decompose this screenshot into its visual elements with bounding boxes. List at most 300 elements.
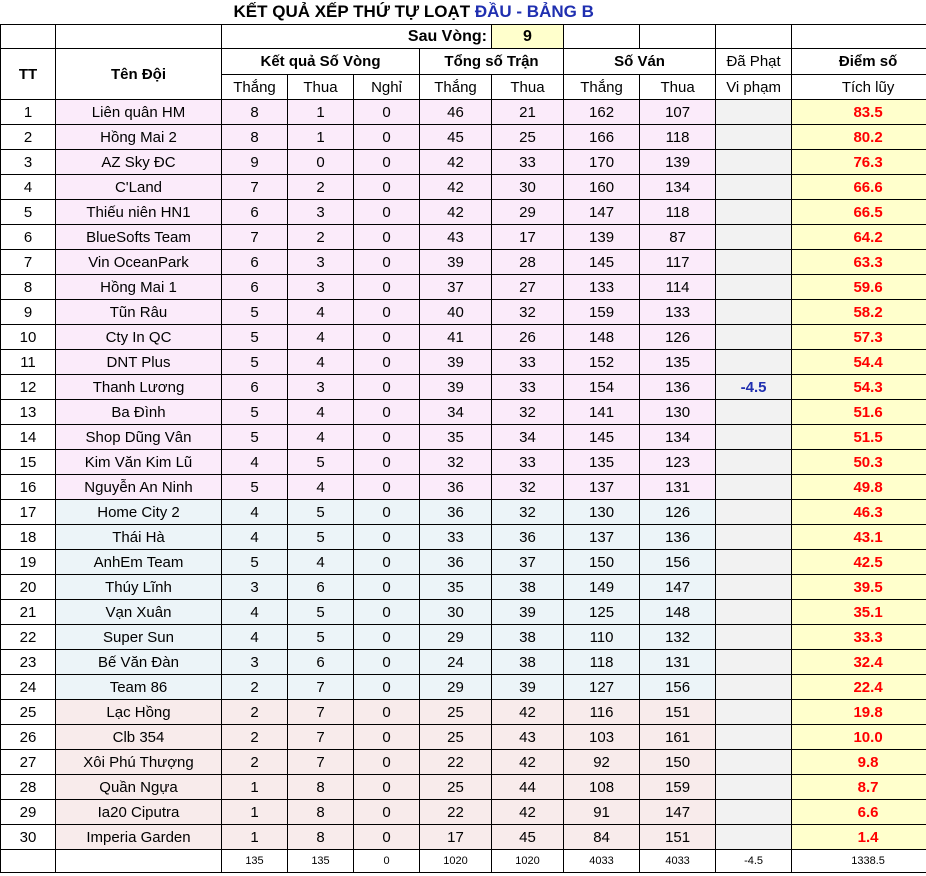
team-name: Team 86 xyxy=(56,675,222,700)
round-bye: 0 xyxy=(354,750,420,775)
game-win: 139 xyxy=(564,225,640,250)
rank: 7 xyxy=(1,250,56,275)
team-name: Vin OceanPark xyxy=(56,250,222,275)
game-win: 150 xyxy=(564,550,640,575)
game-loss: 156 xyxy=(640,675,716,700)
score: 54.3 xyxy=(792,375,926,400)
round-win: 5 xyxy=(222,325,288,350)
team-name: Thái Hà xyxy=(56,525,222,550)
match-loss: 33 xyxy=(492,350,564,375)
round-loss: 2 xyxy=(288,175,354,200)
game-loss: 126 xyxy=(640,500,716,525)
match-loss: 32 xyxy=(492,475,564,500)
round-bye: 0 xyxy=(354,800,420,825)
round-win: 8 xyxy=(222,125,288,150)
round-win: 4 xyxy=(222,600,288,625)
round-bye: 0 xyxy=(354,550,420,575)
team-name: Hồng Mai 2 xyxy=(56,125,222,150)
team-name: Nguyễn An Ninh xyxy=(56,475,222,500)
header-violation: Vi phạm xyxy=(716,75,792,100)
game-loss: 132 xyxy=(640,625,716,650)
round-bye: 0 xyxy=(354,700,420,725)
game-loss: 118 xyxy=(640,125,716,150)
team-name: Tũn Râu xyxy=(56,300,222,325)
table-row xyxy=(1,200,926,225)
match-loss: 38 xyxy=(492,575,564,600)
total-match-win: 1020 xyxy=(420,850,492,873)
match-win: 29 xyxy=(420,675,492,700)
penalty xyxy=(716,650,792,675)
rank: 13 xyxy=(1,400,56,425)
game-win: 159 xyxy=(564,300,640,325)
match-win: 30 xyxy=(420,600,492,625)
score: 10.0 xyxy=(792,725,926,750)
score: 76.3 xyxy=(792,150,926,175)
header-tt: TT xyxy=(1,49,56,100)
penalty xyxy=(716,125,792,150)
header-penalty: Đã Phạt xyxy=(716,49,792,75)
header-team: Tên Đội xyxy=(56,49,222,100)
score: 59.6 xyxy=(792,275,926,300)
table-row xyxy=(1,375,926,400)
total-round-win: 135 xyxy=(222,850,288,873)
match-loss: 33 xyxy=(492,375,564,400)
table-row xyxy=(1,425,926,450)
team-name: Thanh Lương xyxy=(56,375,222,400)
match-win: 36 xyxy=(420,475,492,500)
round-label: Sau Vòng: xyxy=(354,25,492,49)
round-win: 6 xyxy=(222,200,288,225)
round-bye: 0 xyxy=(354,600,420,625)
match-win: 42 xyxy=(420,150,492,175)
team-name: DNT Plus xyxy=(56,350,222,375)
game-win: 127 xyxy=(564,675,640,700)
round-loss: 6 xyxy=(288,650,354,675)
game-win: 130 xyxy=(564,500,640,525)
match-loss: 45 xyxy=(492,825,564,850)
penalty: -4.5 xyxy=(716,375,792,400)
penalty xyxy=(716,675,792,700)
game-loss: 117 xyxy=(640,250,716,275)
match-win: 22 xyxy=(420,800,492,825)
round-loss: 8 xyxy=(288,800,354,825)
rank: 12 xyxy=(1,375,56,400)
score: 54.4 xyxy=(792,350,926,375)
team-name: Cty In QC xyxy=(56,325,222,350)
round-bye: 0 xyxy=(354,225,420,250)
table-row xyxy=(1,125,926,150)
game-loss: 114 xyxy=(640,275,716,300)
round-bye: 0 xyxy=(354,200,420,225)
match-win: 17 xyxy=(420,825,492,850)
match-loss: 33 xyxy=(492,150,564,175)
match-win: 39 xyxy=(420,375,492,400)
round-loss: 5 xyxy=(288,600,354,625)
score: 43.1 xyxy=(792,525,926,550)
rank: 21 xyxy=(1,600,56,625)
game-loss: 135 xyxy=(640,350,716,375)
round-bye: 0 xyxy=(354,375,420,400)
game-loss: 159 xyxy=(640,775,716,800)
penalty xyxy=(716,575,792,600)
table-row xyxy=(1,700,926,725)
score: 49.8 xyxy=(792,475,926,500)
penalty xyxy=(716,450,792,475)
total-penalty: -4.5 xyxy=(716,850,792,873)
game-win: 147 xyxy=(564,200,640,225)
game-loss: 133 xyxy=(640,300,716,325)
round-loss: 4 xyxy=(288,475,354,500)
round-bye: 0 xyxy=(354,400,420,425)
header-match-win: Thắng xyxy=(420,75,492,100)
rank: 20 xyxy=(1,575,56,600)
score: 66.6 xyxy=(792,175,926,200)
match-win: 35 xyxy=(420,575,492,600)
game-win: 92 xyxy=(564,750,640,775)
game-loss: 151 xyxy=(640,825,716,850)
round-loss: 4 xyxy=(288,400,354,425)
round-loss: 3 xyxy=(288,200,354,225)
round-bye: 0 xyxy=(354,150,420,175)
game-win: 148 xyxy=(564,325,640,350)
round-win: 1 xyxy=(222,800,288,825)
round-bye: 0 xyxy=(354,125,420,150)
table-row xyxy=(1,275,926,300)
round-win: 2 xyxy=(222,675,288,700)
team-name: Ia20 Ciputra xyxy=(56,800,222,825)
penalty xyxy=(716,700,792,725)
table-row xyxy=(1,500,926,525)
score: 63.3 xyxy=(792,250,926,275)
round-loss: 4 xyxy=(288,425,354,450)
round-loss: 5 xyxy=(288,450,354,475)
match-loss: 32 xyxy=(492,300,564,325)
header-rounds: Kết quả Số Vòng xyxy=(222,49,420,75)
table-row xyxy=(1,625,926,650)
match-loss: 32 xyxy=(492,400,564,425)
score: 50.3 xyxy=(792,450,926,475)
game-win: 145 xyxy=(564,250,640,275)
game-loss: 130 xyxy=(640,400,716,425)
round-loss: 7 xyxy=(288,725,354,750)
round-loss: 8 xyxy=(288,775,354,800)
penalty xyxy=(716,550,792,575)
match-loss: 30 xyxy=(492,175,564,200)
header-games: Số Ván xyxy=(564,49,716,75)
round-loss: 7 xyxy=(288,700,354,725)
team-name: AnhEm Team xyxy=(56,550,222,575)
score: 9.8 xyxy=(792,750,926,775)
round-loss: 1 xyxy=(288,100,354,125)
game-win: 118 xyxy=(564,650,640,675)
penalty xyxy=(716,725,792,750)
rank: 16 xyxy=(1,475,56,500)
round-loss: 4 xyxy=(288,550,354,575)
round-loss: 0 xyxy=(288,150,354,175)
rank: 8 xyxy=(1,275,56,300)
round-bye: 0 xyxy=(354,775,420,800)
penalty xyxy=(716,425,792,450)
round-loss: 5 xyxy=(288,525,354,550)
table-row xyxy=(1,675,926,700)
game-loss: 123 xyxy=(640,450,716,475)
score: 8.7 xyxy=(792,775,926,800)
game-win: 170 xyxy=(564,150,640,175)
round-bye: 0 xyxy=(354,725,420,750)
team-name: Imperia Garden xyxy=(56,825,222,850)
score: 64.2 xyxy=(792,225,926,250)
round-bye: 0 xyxy=(354,100,420,125)
game-win: 108 xyxy=(564,775,640,800)
header-cumulative: Tích lũy xyxy=(792,75,926,100)
round-bye: 0 xyxy=(354,500,420,525)
penalty xyxy=(716,250,792,275)
table-row xyxy=(1,725,926,750)
round-loss: 5 xyxy=(288,625,354,650)
rank: 6 xyxy=(1,225,56,250)
round-win: 2 xyxy=(222,725,288,750)
match-loss: 25 xyxy=(492,125,564,150)
table-row xyxy=(1,550,926,575)
match-loss: 34 xyxy=(492,425,564,450)
table-row xyxy=(1,100,926,125)
game-win: 84 xyxy=(564,825,640,850)
penalty xyxy=(716,325,792,350)
penalty xyxy=(716,300,792,325)
round-loss: 7 xyxy=(288,750,354,775)
round-win: 5 xyxy=(222,300,288,325)
rank: 30 xyxy=(1,825,56,850)
penalty xyxy=(716,475,792,500)
penalty xyxy=(716,600,792,625)
round-value: 9 xyxy=(492,25,564,49)
rank: 22 xyxy=(1,625,56,650)
score: 1.4 xyxy=(792,825,926,850)
table-row xyxy=(1,475,926,500)
table-row xyxy=(1,150,926,175)
round-bye: 0 xyxy=(354,525,420,550)
header-matches: Tổng số Trận xyxy=(420,49,564,75)
game-win: 116 xyxy=(564,700,640,725)
header-row-1 xyxy=(1,49,926,75)
score: 83.5 xyxy=(792,100,926,125)
penalty xyxy=(716,200,792,225)
rank: 27 xyxy=(1,750,56,775)
round-bye: 0 xyxy=(354,425,420,450)
match-loss: 44 xyxy=(492,775,564,800)
round-bye: 0 xyxy=(354,325,420,350)
team-name: Hồng Mai 1 xyxy=(56,275,222,300)
header-points: Điểm số xyxy=(792,49,926,75)
game-loss: 118 xyxy=(640,200,716,225)
match-win: 34 xyxy=(420,400,492,425)
penalty xyxy=(716,625,792,650)
round-bye: 0 xyxy=(354,825,420,850)
rank: 1 xyxy=(1,100,56,125)
game-win: 135 xyxy=(564,450,640,475)
match-win: 25 xyxy=(420,775,492,800)
penalty xyxy=(716,500,792,525)
team-name: AZ Sky ĐC xyxy=(56,150,222,175)
match-loss: 32 xyxy=(492,500,564,525)
table-row xyxy=(1,400,926,425)
round-win: 6 xyxy=(222,375,288,400)
rank: 11 xyxy=(1,350,56,375)
team-name: C'Land xyxy=(56,175,222,200)
penalty xyxy=(716,100,792,125)
round-bye: 0 xyxy=(354,675,420,700)
team-name: Quần Ngựa xyxy=(56,775,222,800)
header-game-loss: Thua xyxy=(640,75,716,100)
match-loss: 28 xyxy=(492,250,564,275)
rank: 3 xyxy=(1,150,56,175)
match-loss: 37 xyxy=(492,550,564,575)
match-win: 25 xyxy=(420,700,492,725)
header-round-bye: Nghỉ xyxy=(354,75,420,100)
round-win: 5 xyxy=(222,475,288,500)
match-win: 42 xyxy=(420,200,492,225)
rank: 26 xyxy=(1,725,56,750)
round-loss: 7 xyxy=(288,675,354,700)
round-bye: 0 xyxy=(354,300,420,325)
game-win: 133 xyxy=(564,275,640,300)
match-win: 43 xyxy=(420,225,492,250)
match-win: 33 xyxy=(420,525,492,550)
table-row xyxy=(1,300,926,325)
match-loss: 39 xyxy=(492,675,564,700)
match-loss: 26 xyxy=(492,325,564,350)
penalty xyxy=(716,275,792,300)
game-loss: 147 xyxy=(640,800,716,825)
round-win: 5 xyxy=(222,400,288,425)
round-win: 5 xyxy=(222,350,288,375)
match-win: 37 xyxy=(420,275,492,300)
round-loss: 1 xyxy=(288,125,354,150)
team-name: Thúy Lĩnh xyxy=(56,575,222,600)
table-row xyxy=(1,775,926,800)
score: 51.6 xyxy=(792,400,926,425)
game-win: 103 xyxy=(564,725,640,750)
team-name: Xôi Phú Thượng xyxy=(56,750,222,775)
game-win: 137 xyxy=(564,525,640,550)
round-win: 3 xyxy=(222,650,288,675)
table-row xyxy=(1,525,926,550)
game-loss: 134 xyxy=(640,425,716,450)
team-name: Clb 354 xyxy=(56,725,222,750)
match-win: 32 xyxy=(420,450,492,475)
table-row xyxy=(1,250,926,275)
round-row xyxy=(1,25,926,49)
score: 58.2 xyxy=(792,300,926,325)
penalty xyxy=(716,350,792,375)
game-loss: 107 xyxy=(640,100,716,125)
title-group: ĐẦU - BẢNG B xyxy=(474,2,594,21)
match-win: 39 xyxy=(420,250,492,275)
total-round-bye: 0 xyxy=(354,850,420,873)
game-loss: 150 xyxy=(640,750,716,775)
total-game-loss: 4033 xyxy=(640,850,716,873)
round-win: 4 xyxy=(222,500,288,525)
round-bye: 0 xyxy=(354,450,420,475)
total-score: 1338.5 xyxy=(792,850,926,873)
round-win: 4 xyxy=(222,525,288,550)
title-row xyxy=(1,0,926,25)
match-win: 45 xyxy=(420,125,492,150)
game-loss: 147 xyxy=(640,575,716,600)
round-win: 9 xyxy=(222,150,288,175)
game-win: 91 xyxy=(564,800,640,825)
round-win: 7 xyxy=(222,225,288,250)
team-name: Bế Văn Đàn xyxy=(56,650,222,675)
game-win: 125 xyxy=(564,600,640,625)
match-loss: 33 xyxy=(492,450,564,475)
rank: 14 xyxy=(1,425,56,450)
rank: 2 xyxy=(1,125,56,150)
score: 66.5 xyxy=(792,200,926,225)
match-loss: 29 xyxy=(492,200,564,225)
round-win: 4 xyxy=(222,625,288,650)
round-bye: 0 xyxy=(354,650,420,675)
round-bye: 0 xyxy=(354,275,420,300)
game-loss: 134 xyxy=(640,175,716,200)
team-name: Lạc Hồng xyxy=(56,700,222,725)
round-win: 5 xyxy=(222,550,288,575)
match-loss: 17 xyxy=(492,225,564,250)
match-loss: 42 xyxy=(492,700,564,725)
score: 6.6 xyxy=(792,800,926,825)
game-loss: 131 xyxy=(640,475,716,500)
score: 22.4 xyxy=(792,675,926,700)
score: 32.4 xyxy=(792,650,926,675)
table-row xyxy=(1,325,926,350)
game-loss: 151 xyxy=(640,700,716,725)
table-row xyxy=(1,825,926,850)
team-name: Kim Văn Kim Lũ xyxy=(56,450,222,475)
rank: 19 xyxy=(1,550,56,575)
round-loss: 4 xyxy=(288,325,354,350)
match-loss: 38 xyxy=(492,650,564,675)
match-loss: 36 xyxy=(492,525,564,550)
score: 57.3 xyxy=(792,325,926,350)
penalty xyxy=(716,175,792,200)
match-loss: 42 xyxy=(492,750,564,775)
game-loss: 148 xyxy=(640,600,716,625)
header-round-loss: Thua xyxy=(288,75,354,100)
rank: 18 xyxy=(1,525,56,550)
team-name: Shop Dũng Vân xyxy=(56,425,222,450)
header-game-win: Thắng xyxy=(564,75,640,100)
round-bye: 0 xyxy=(354,475,420,500)
penalty xyxy=(716,825,792,850)
game-win: 152 xyxy=(564,350,640,375)
match-loss: 27 xyxy=(492,275,564,300)
team-name: Vạn Xuân xyxy=(56,600,222,625)
game-win: 110 xyxy=(564,625,640,650)
rank: 15 xyxy=(1,450,56,475)
game-win: 166 xyxy=(564,125,640,150)
table-row xyxy=(1,575,926,600)
penalty xyxy=(716,400,792,425)
rank: 24 xyxy=(1,675,56,700)
rank: 28 xyxy=(1,775,56,800)
game-win: 162 xyxy=(564,100,640,125)
total-match-loss: 1020 xyxy=(492,850,564,873)
table-row xyxy=(1,175,926,200)
round-win: 4 xyxy=(222,450,288,475)
score: 39.5 xyxy=(792,575,926,600)
match-win: 46 xyxy=(420,100,492,125)
match-loss: 21 xyxy=(492,100,564,125)
